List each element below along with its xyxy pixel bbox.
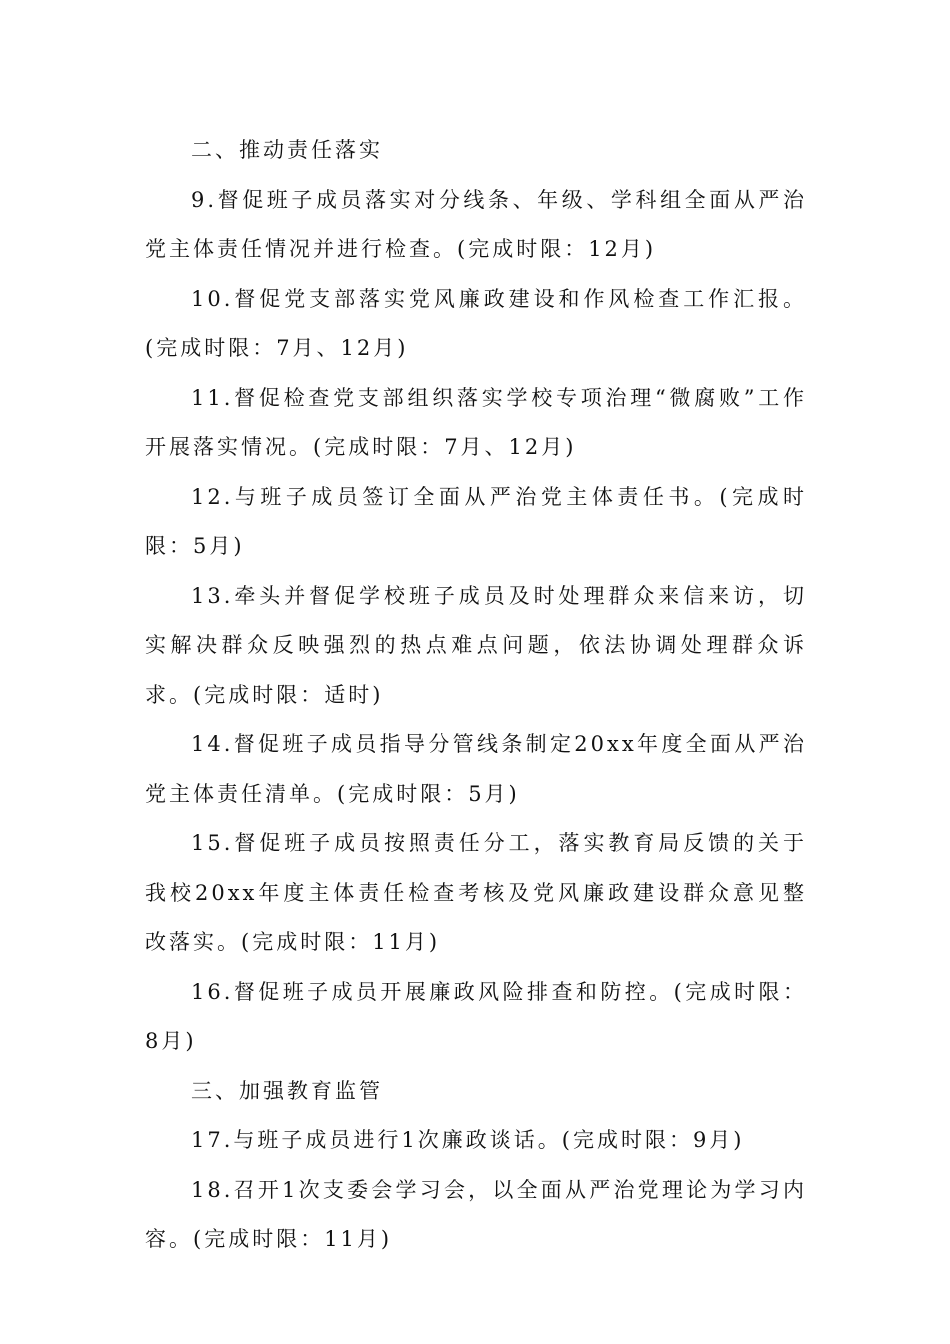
section-heading-education: 三、加强教育监管 (191, 1078, 383, 1103)
task-item-15: 15.督促班子成员按照责任分工，落实教育局反馈的关于我校20xx年度主体责任检查考核及党风廉政建设群众意见整改落实。(完成时限：11月) (145, 831, 807, 954)
section-heading-responsibility: 二、推动责任落实 (191, 138, 383, 162)
task-item-13: 13.牵头并督促学校班子成员及时处理群众来信来访，切实解决群众反映强烈的热点难点问题，依法协调处理群众诉求。(完成时限：适时) (145, 583, 807, 707)
task-item-17: 17.与班子成员进行1次廉政谈话。(完成时限：9月) (191, 1128, 745, 1152)
task-item-10: 10.督促党支部落实党风廉政建设和作风检查工作汇报。(完成时限：7月、12月) (145, 286, 807, 360)
task-item-9: 9.督促班子成员落实对分线条、年级、学科组全面从严治党主体责任情况并进行检查。(完成时限：12月) (145, 187, 807, 261)
task-item-12: 12.与班子成员签订全面从严治党主体责任书。(完成时限：5月) (145, 484, 807, 558)
task-item-18: 18.召开1次支委会学习会，以全面从严治党理论为学习内容。(完成时限：11月) (145, 1177, 807, 1251)
task-item-11: 11.督促检查党支部组织落实学校专项治理“微腐败”工作开展落实情况。(完成时限：7月、12月) (145, 385, 807, 459)
task-item-16: 16.督促班子成员开展廉政风险排查和防控。(完成时限：8月) (145, 979, 807, 1053)
task-item-14: 14.督促班子成员指导分管线条制定20xx年度全面从严治党主体责任清单。(完成时限：5月) (145, 732, 807, 806)
document-body (145, 126, 807, 1265)
